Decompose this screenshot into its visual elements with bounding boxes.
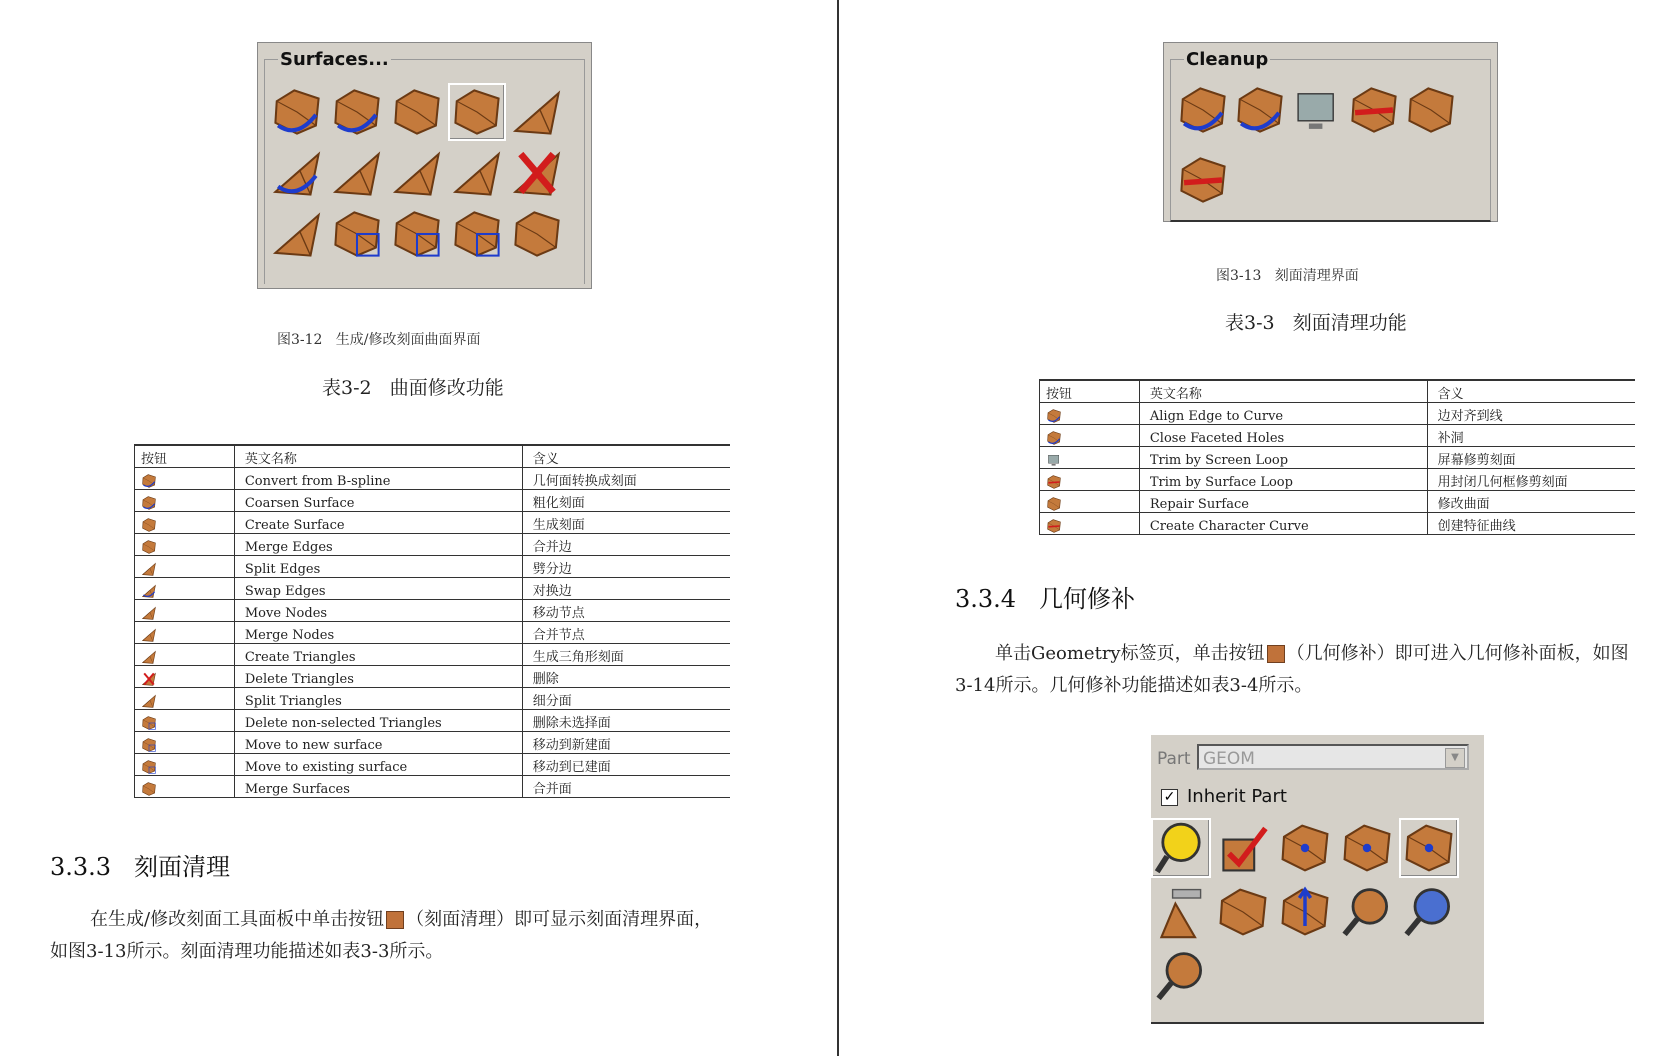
merge-surfaces-icon[interactable] <box>510 207 564 261</box>
check-geometry-icon[interactable] <box>1153 820 1209 876</box>
paragraph-3-3-3 <box>50 904 730 968</box>
move-existing-surface-icon <box>141 759 157 775</box>
figure-caption-3-12: 图3-12 生成/修改刻面曲面界面 <box>277 332 481 348</box>
swap-edges-icon <box>141 583 157 599</box>
merge-surfaces-icon <box>141 781 157 797</box>
table-row <box>135 644 731 666</box>
chevron-down-icon[interactable]: ▼ <box>1445 748 1465 768</box>
repair-tool-icon[interactable] <box>1153 884 1209 940</box>
row-english-name: Convert from B-spline <box>234 468 522 490</box>
row-english-name: Repair Surface <box>1139 491 1427 513</box>
row-english-name: Move Nodes <box>234 600 522 622</box>
create-triangles-icon <box>141 649 157 665</box>
facet-cleanup-icon <box>386 911 404 929</box>
move-existing-surface-icon[interactable] <box>450 207 504 261</box>
row-icon-cell <box>1040 425 1140 447</box>
fill-gap-icon[interactable] <box>1277 820 1333 876</box>
row-english-name: Trim by Surface Loop <box>1139 469 1427 491</box>
table-row <box>135 710 731 732</box>
row-english-name: Merge Edges <box>234 534 522 556</box>
convert-bspline-icon <box>141 473 157 489</box>
repair-surface-icon <box>1046 496 1062 512</box>
delete-non-selected-icon[interactable] <box>330 207 384 261</box>
row-meaning: 生成三角形刻面 <box>522 644 730 666</box>
header-english: 英文名称 <box>234 445 522 468</box>
row-meaning: 合并面 <box>522 776 730 798</box>
row-icon-cell <box>135 578 235 600</box>
table-header-row <box>1040 380 1636 403</box>
table-row <box>135 732 731 754</box>
row-icon-cell <box>135 622 235 644</box>
table-row <box>135 578 731 600</box>
row-english-name: Move to existing surface <box>234 754 522 776</box>
row-english-name: Coarsen Surface <box>234 490 522 512</box>
paragraph-text-1: 在生成/修改刻面工具面板中单击按钮 <box>90 909 385 930</box>
merge-edges-icon <box>141 539 157 555</box>
delete-non-selected-icon <box>141 715 157 731</box>
row-icon-cell <box>1040 469 1140 491</box>
row-icon-cell <box>1040 403 1140 425</box>
header-meaning: 含义 <box>522 445 730 468</box>
merge-nodes-icon[interactable] <box>390 146 444 200</box>
row-english-name: Close Faceted Holes <box>1139 425 1427 447</box>
create-surface-icon[interactable] <box>390 85 444 139</box>
table-row <box>1040 513 1636 535</box>
page-divider <box>837 0 839 1056</box>
verify-icon[interactable] <box>1215 820 1271 876</box>
create-surface-icon <box>141 517 157 533</box>
row-meaning: 劈分边 <box>522 556 730 578</box>
row-english-name: Align Edge to Curve <box>1139 403 1427 425</box>
normal-icon[interactable] <box>1277 884 1333 940</box>
table-row <box>135 490 731 512</box>
trim-surface-loop-icon <box>1046 474 1062 490</box>
row-meaning: 合并节点 <box>522 622 730 644</box>
merge-nodes-icon <box>141 627 157 643</box>
figure-caption-3-13: 图3-13 刻面清理界面 <box>1216 268 1359 284</box>
trim-screen-loop-icon[interactable] <box>1290 83 1344 137</box>
row-icon-cell <box>135 776 235 798</box>
table-header-row <box>135 445 731 468</box>
table-row <box>135 754 731 776</box>
split-triangles-icon <box>141 693 157 709</box>
swap-edges-icon[interactable] <box>270 146 324 200</box>
delete-triangles-icon <box>141 671 157 687</box>
facet-cleanup-table <box>1039 379 1635 535</box>
row-english-name: Trim by Screen Loop <box>1139 447 1427 469</box>
split-edges-icon[interactable] <box>510 85 564 139</box>
header-meaning: 含义 <box>1427 380 1635 403</box>
row-icon-cell <box>1040 491 1140 513</box>
row-icon-cell <box>135 600 235 622</box>
table-title-3-2: 表3-2 曲面修改功能 <box>322 377 504 399</box>
row-english-name: Move to new surface <box>234 732 522 754</box>
repair-surface-icon[interactable] <box>1404 83 1458 137</box>
paragraph-text-1: 单击Geometry标签页，单击按钮 <box>995 643 1265 664</box>
row-english-name: Merge Surfaces <box>234 776 522 798</box>
part-select[interactable] <box>1197 744 1469 770</box>
delete-triangles-icon[interactable] <box>510 146 564 200</box>
table-row <box>135 468 731 490</box>
row-icon-cell <box>135 534 235 556</box>
table-row <box>135 666 731 688</box>
split-triangles-icon[interactable] <box>270 207 324 261</box>
row-english-name: Create Triangles <box>234 644 522 666</box>
row-meaning: 删除 <box>522 666 730 688</box>
character-curve-icon[interactable] <box>1176 153 1230 207</box>
inspect-icon[interactable] <box>1339 884 1395 940</box>
row-english-name: Delete Triangles <box>234 666 522 688</box>
merge-edges-icon[interactable] <box>450 85 504 139</box>
row-meaning: 修改曲面 <box>1427 491 1635 513</box>
row-icon-cell <box>135 644 235 666</box>
row-icon-cell <box>135 732 235 754</box>
cleanup-toolbar-panel <box>1163 42 1498 222</box>
close-holes-icon <box>1046 430 1062 446</box>
row-meaning: 创建特征曲线 <box>1427 513 1635 535</box>
move-new-surface-icon <box>141 737 157 753</box>
thickness-icon[interactable] <box>1215 884 1271 940</box>
row-english-name: Merge Nodes <box>234 622 522 644</box>
section-heading-3-3-3: 3.3.3 刻面清理 <box>50 853 230 881</box>
split-edges-icon <box>141 561 157 577</box>
table-row <box>135 688 731 710</box>
table-row <box>135 512 731 534</box>
geometry-repair-panel <box>1151 735 1484 1024</box>
paragraph-text-2: （几何修补）即可进入几何修补面板，如图3-14所示。几何修补功能描述如表3-4所示。 <box>955 643 1629 696</box>
surfaces-panel-title: Surfaces... <box>280 49 389 70</box>
table-row <box>135 776 731 798</box>
part-label: Part <box>1157 749 1191 769</box>
row-icon-cell <box>135 468 235 490</box>
table-row <box>135 622 731 644</box>
align-edge-icon[interactable] <box>1176 83 1230 137</box>
row-meaning: 细分面 <box>522 688 730 710</box>
row-meaning: 边对齐到线 <box>1427 403 1635 425</box>
row-english-name: Delete non-selected Triangles <box>234 710 522 732</box>
row-icon-cell <box>135 688 235 710</box>
move-new-surface-icon[interactable] <box>390 207 444 261</box>
table-row <box>135 600 731 622</box>
row-meaning: 对换边 <box>522 578 730 600</box>
row-meaning: 用封闭几何框修剪刻面 <box>1427 469 1635 491</box>
table-row <box>1040 425 1636 447</box>
row-icon-cell <box>135 556 235 578</box>
inherit-part-checkbox[interactable]: ✓ <box>1161 789 1178 806</box>
surface-modify-table <box>134 444 730 798</box>
row-icon-cell <box>1040 513 1140 535</box>
row-icon-cell <box>135 710 235 732</box>
inspect-small-icon[interactable] <box>1153 948 1209 1004</box>
align-edge-icon <box>1046 408 1062 424</box>
row-icon-cell <box>135 490 235 512</box>
move-nodes-icon[interactable] <box>330 146 384 200</box>
close-holes-icon[interactable] <box>1233 83 1287 137</box>
table-row <box>135 556 731 578</box>
row-meaning: 生成刻面 <box>522 512 730 534</box>
row-english-name: Create Character Curve <box>1139 513 1427 535</box>
row-meaning: 移动到新建面 <box>522 732 730 754</box>
row-english-name: Create Surface <box>234 512 522 534</box>
table-title-3-3: 表3-3 刻面清理功能 <box>1225 312 1407 334</box>
inspect-blue-icon[interactable] <box>1401 884 1457 940</box>
row-meaning: 几何面转换成刻面 <box>522 468 730 490</box>
header-button: 按钮 <box>135 445 235 468</box>
row-meaning: 移动节点 <box>522 600 730 622</box>
inherit-part-label: Inherit Part <box>1187 786 1287 807</box>
geometry-repair-icon <box>1267 645 1285 663</box>
row-meaning: 移动到已建面 <box>522 754 730 776</box>
row-icon-cell <box>135 754 235 776</box>
table-row <box>1040 491 1636 513</box>
row-meaning: 粗化刻面 <box>522 490 730 512</box>
split-curve-icon[interactable] <box>1401 820 1457 876</box>
row-icon-cell <box>135 512 235 534</box>
row-meaning: 屏幕修剪刻面 <box>1427 447 1635 469</box>
row-icon-cell <box>1040 447 1140 469</box>
move-nodes-icon <box>141 605 157 621</box>
header-button: 按钮 <box>1040 380 1140 403</box>
cleanup-panel-title: Cleanup <box>1186 49 1269 70</box>
row-meaning: 补洞 <box>1427 425 1635 447</box>
row-icon-cell <box>135 666 235 688</box>
surfaces-toolbar-panel <box>257 42 592 289</box>
table-row <box>1040 469 1636 491</box>
section-heading-3-3-4: 3.3.4 几何修补 <box>955 585 1135 613</box>
table-row <box>1040 403 1636 425</box>
row-meaning: 合并边 <box>522 534 730 556</box>
paragraph-text-2: （刻面清理）即可显示刻面清理界面，如图3-13所示。刻面清理功能描述如表3-3所示。 <box>50 909 713 962</box>
header-english: 英文名称 <box>1139 380 1427 403</box>
row-english-name: Split Triangles <box>234 688 522 710</box>
create-triangles-icon[interactable] <box>450 146 504 200</box>
coarsen-surface-icon[interactable] <box>330 85 384 139</box>
table-row <box>1040 447 1636 469</box>
paragraph-3-3-4 <box>955 638 1631 702</box>
part-value: GEOM <box>1203 749 1255 769</box>
trim-screen-loop-icon <box>1046 452 1062 468</box>
coarsen-surface-icon <box>141 495 157 511</box>
trim-surface-loop-icon[interactable] <box>1347 83 1401 137</box>
convert-bspline-icon[interactable] <box>270 85 324 139</box>
character-curve-icon <box>1046 518 1062 534</box>
table-row <box>135 534 731 556</box>
stitch-icon[interactable] <box>1339 820 1395 876</box>
row-english-name: Split Edges <box>234 556 522 578</box>
row-meaning: 删除未选择面 <box>522 710 730 732</box>
row-english-name: Swap Edges <box>234 578 522 600</box>
